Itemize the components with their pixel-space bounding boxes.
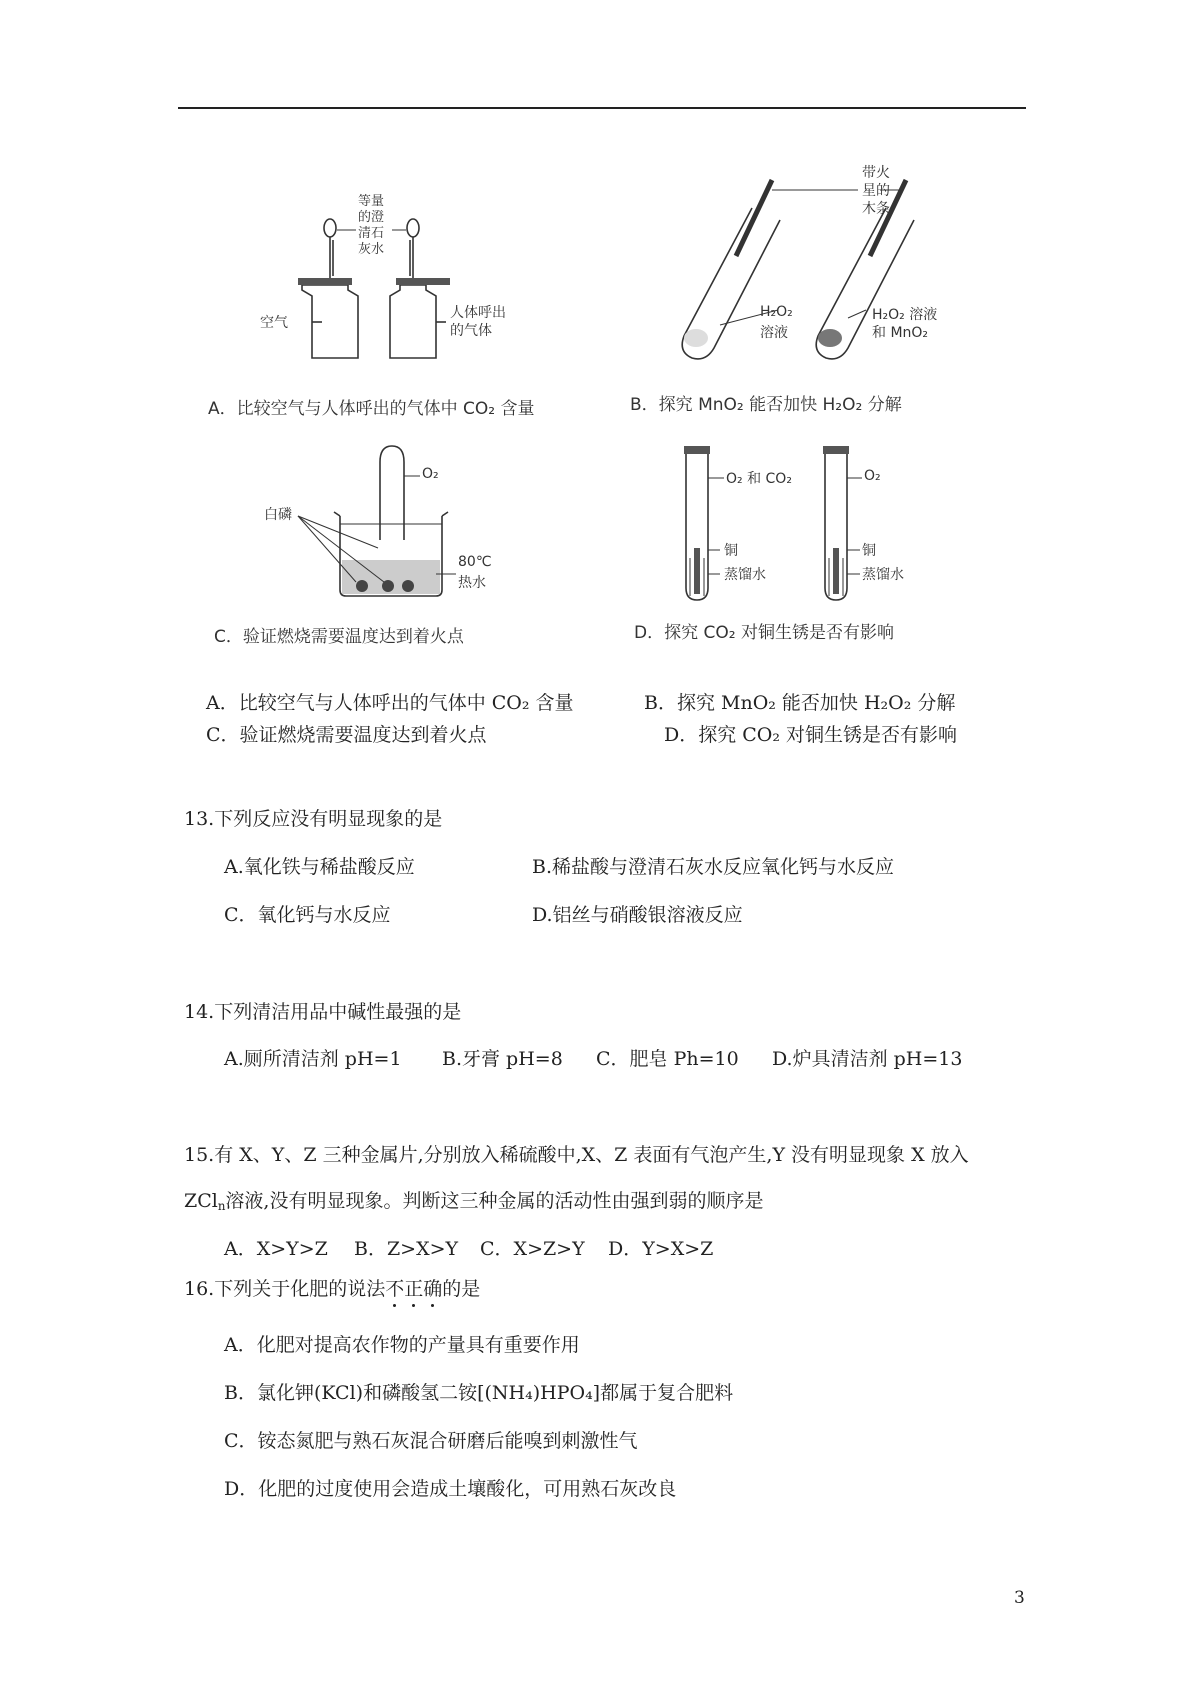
- label-a-exhaled-2: 的气体: [450, 323, 492, 339]
- figure-caption-c: C．验证燃烧需要温度达到着火点: [214, 627, 464, 647]
- figure-caption-b: B．探究 MnO₂ 能否加快 H₂O₂ 分解: [630, 395, 902, 415]
- q16-option-b: B．氯化钾(KCl)和磷酸氢二铵[(NH₄)HPO₄]都属于复合肥料: [224, 1382, 734, 1404]
- label-a-air: 空气: [260, 315, 288, 331]
- q13-option-b: B.稀盐酸与澄清石灰水反应氧化钙与水反应: [532, 856, 895, 878]
- q15-stem-line2: [184, 1186, 763, 1213]
- label-d-left-gas: O₂ 和 CO₂: [726, 471, 792, 487]
- q15-formula-sub: n: [217, 1198, 226, 1213]
- q14-option-b: B.牙膏 pH=8: [442, 1048, 563, 1070]
- q15-stem-rest: 溶液,没有明显现象。判断这三种金属的活动性由强到弱的顺序是: [225, 1190, 764, 1212]
- q16-option-a: A．化肥对提高农作物的产量具有重要作用: [224, 1334, 580, 1356]
- q12-option-a: A．比较空气与人体呼出的气体中 CO₂ 含量: [206, 692, 574, 714]
- label-c-o2: O₂: [422, 466, 439, 482]
- page-number: 3: [1014, 1588, 1025, 1608]
- q12-option-b: B．探究 MnO₂ 能否加快 H₂O₂ 分解: [644, 692, 956, 714]
- q16-emphasis-3: 确: [423, 1278, 443, 1300]
- q16-stem-post: 的是: [442, 1278, 481, 1300]
- label-b-left-1: H₂O₂: [760, 304, 793, 320]
- q16-option-c: C．铵态氮肥与熟石灰混合研磨后能嗅到刺激性气: [224, 1430, 638, 1452]
- label-c-temp: 80℃: [458, 554, 492, 570]
- label-b-right-2: 和 MnO₂: [872, 325, 929, 341]
- label-a-dropper: 等量 的澄 清石 灰水: [358, 194, 385, 257]
- q13-option-d: D.铝丝与硝酸银溶液反应: [532, 904, 743, 926]
- q14-option-d: D.炉具清洁剂 pH=13: [772, 1048, 963, 1070]
- q13-option-a: A.氧化铁与稀盐酸反应: [224, 856, 415, 878]
- q13-stem: 13.下列反应没有明显现象的是: [184, 808, 443, 830]
- label-b-splint-1: 带火: [862, 165, 890, 181]
- q15-option-b: B．Z>X>Y: [354, 1238, 459, 1260]
- label-d-right-copper: 铜: [862, 543, 876, 559]
- label-b-splint-3: 木条: [862, 201, 890, 217]
- q15-option-a: A．X>Y>Z: [224, 1238, 328, 1260]
- label-d-left-water: 蒸馏水: [724, 567, 766, 583]
- q14-option-c: C．肥皂 Ph=10: [596, 1048, 739, 1070]
- figure-caption-a: A．比较空气与人体呼出的气体中 CO₂ 含量: [208, 399, 535, 419]
- q15-stem-line1: 15.有 X、Y、Z 三种金属片,分别放入稀硫酸中,X、Z 表面有气泡产生,Y 没有明显现象 X 放入: [184, 1144, 969, 1166]
- figure-caption-d: D．探究 CO₂ 对铜生锈是否有影响: [634, 623, 894, 643]
- experiment-figure: [0, 0, 1200, 660]
- q12-option-c: C．验证燃烧需要温度达到着火点: [206, 724, 487, 746]
- q13-option-c: C．氧化钙与水反应: [224, 904, 391, 926]
- label-d-right-water: 蒸馏水: [862, 567, 904, 583]
- q16-emphasis-2: 正: [404, 1278, 424, 1300]
- q12-option-d: D．探究 CO₂ 对铜生锈是否有影响: [664, 724, 958, 746]
- label-b-splint-2: 星的: [862, 183, 890, 199]
- label-b-right-1: H₂O₂ 溶液: [872, 307, 938, 323]
- label-d-left-copper: 铜: [724, 543, 738, 559]
- label-b-left-2: 溶液: [760, 325, 788, 341]
- q16-stem: [184, 1274, 480, 1301]
- q15-option-d: D．Y>X>Z: [608, 1238, 714, 1260]
- q16-emphasis-1: 不: [385, 1278, 405, 1300]
- label-d-right-gas: O₂: [864, 468, 881, 484]
- label-c-water: 热水: [458, 575, 486, 591]
- q14-option-a: A.厕所清洁剂 pH=1: [224, 1048, 402, 1070]
- label-a-exhaled-1: 人体呼出: [450, 305, 506, 321]
- q16-stem-pre: 16.下列关于化肥的说法: [184, 1278, 386, 1300]
- q15-formula: ZCl: [184, 1190, 218, 1212]
- q16-option-d: D．化肥的过度使用会造成土壤酸化，可用熟石灰改良: [224, 1478, 677, 1500]
- q15-option-c: C．X>Z>Y: [480, 1238, 585, 1260]
- q14-stem: 14.下列清洁用品中碱性最强的是: [184, 1001, 462, 1023]
- label-c-white-p: 白磷: [264, 507, 292, 523]
